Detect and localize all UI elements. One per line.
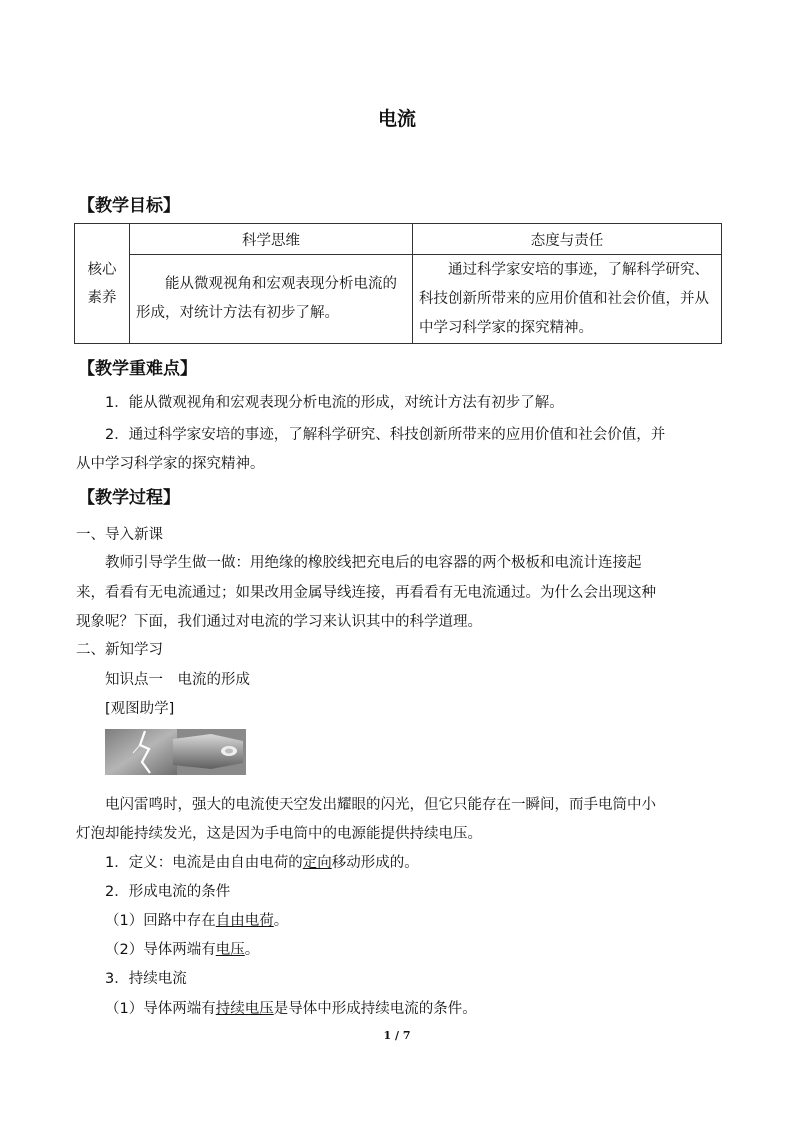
lightning-flashlight-illustration: [105, 729, 246, 775]
condition-1-keyword: 自由电荷: [215, 913, 274, 929]
part1-line1: 教师引导学生做一做：用绝缘的橡胶线把充电后的电容器的两个极板和电流计连接起: [105, 555, 642, 571]
part2-heading: 二、新知学习: [76, 642, 163, 658]
page-number: 1 / 7: [383, 1029, 411, 1042]
condition-2-suffix: 。: [244, 942, 260, 958]
science-thinking-paragraph: 能从微观视角和宏观表现分析电流的形成，对统计方法有初步了解。: [136, 276, 397, 321]
continuous-current-1-suffix: 是导体中形成持续电流的条件。: [273, 1001, 477, 1017]
row-label-line2: 素养: [87, 289, 117, 306]
col-header-attitude: 态度与责任: [413, 224, 722, 255]
conditions-heading: 2．形成电流的条件: [105, 884, 231, 900]
section-heading-goals: 【教学目标】: [78, 196, 180, 216]
row-label-line1: 核心: [87, 261, 117, 278]
condition-2-keyword: 电压: [215, 942, 245, 958]
lightning-paragraph-line1: 电闪雷鸣时，强大的电流使天空发出耀眼的闪光，但它只能存在一瞬间，而手电筒中小: [105, 797, 656, 813]
key-point-1: 1．能从微观视角和宏观表现分析电流的形成，对统计方法有初步了解。: [105, 395, 564, 411]
lightning-paragraph-line2: 灯泡却能持续发光，这是因为手电筒中的电源能提供持续电压。: [76, 826, 482, 842]
goals-table: [74, 223, 722, 344]
part1-heading: 一、导入新课: [76, 527, 163, 543]
definition-prefix: 1．定义：电流是由自由电荷的: [105, 855, 303, 871]
part1-line2: 来，看看有无电流通过；如果改用金属导线连接，再看看有无电流通过。为什么会出现这种: [76, 585, 656, 601]
core-competency-cell: [75, 224, 130, 344]
lightning-flashlight-image: [105, 729, 246, 775]
condition-2-prefix: （2）导体两端有: [105, 942, 216, 958]
continuous-current-1: [105, 999, 477, 1019]
continuous-current-1-prefix: （1）导体两端有: [105, 1001, 216, 1017]
knowledge-point-title: 知识点一 电流的形成: [105, 672, 250, 688]
col-header-science-thinking: 科学思维: [130, 224, 413, 255]
key-point-2-line2: 从中学习科学家的探究精神。: [76, 456, 265, 472]
figure-label: [观图助学]: [105, 701, 175, 717]
section-heading-process: 【教学过程】: [78, 488, 180, 508]
condition-1: [105, 911, 288, 931]
definition-line: [105, 853, 419, 873]
condition-1-suffix: 。: [273, 913, 289, 929]
section-heading-key-points: 【教学重难点】: [78, 359, 197, 379]
science-thinking-text: [130, 255, 413, 344]
definition-keyword: 定向: [302, 855, 332, 871]
continuous-current-heading: 3．持续电流: [105, 971, 187, 987]
part1-line3: 现象呢？下面，我们通过对电流的学习来认识其中的科学道理。: [76, 614, 482, 630]
page-title: 电流: [377, 108, 416, 130]
attitude-text: [413, 255, 722, 344]
condition-1-prefix: （1）回路中存在: [105, 913, 216, 929]
key-point-2-line1: 2．通过科学家安培的事迹，了解科学研究、科技创新所带来的应用价值和社会价值，并: [105, 427, 666, 443]
definition-suffix: 移动形成的。: [331, 855, 419, 871]
attitude-paragraph: 通过科学家安培的事迹，了解科学研究、科技创新所带来的应用价值和社会价值，并从中学习科学家的探究精神。: [419, 261, 709, 336]
condition-2: [105, 940, 259, 960]
continuous-current-1-keyword: 持续电压: [215, 1001, 274, 1017]
